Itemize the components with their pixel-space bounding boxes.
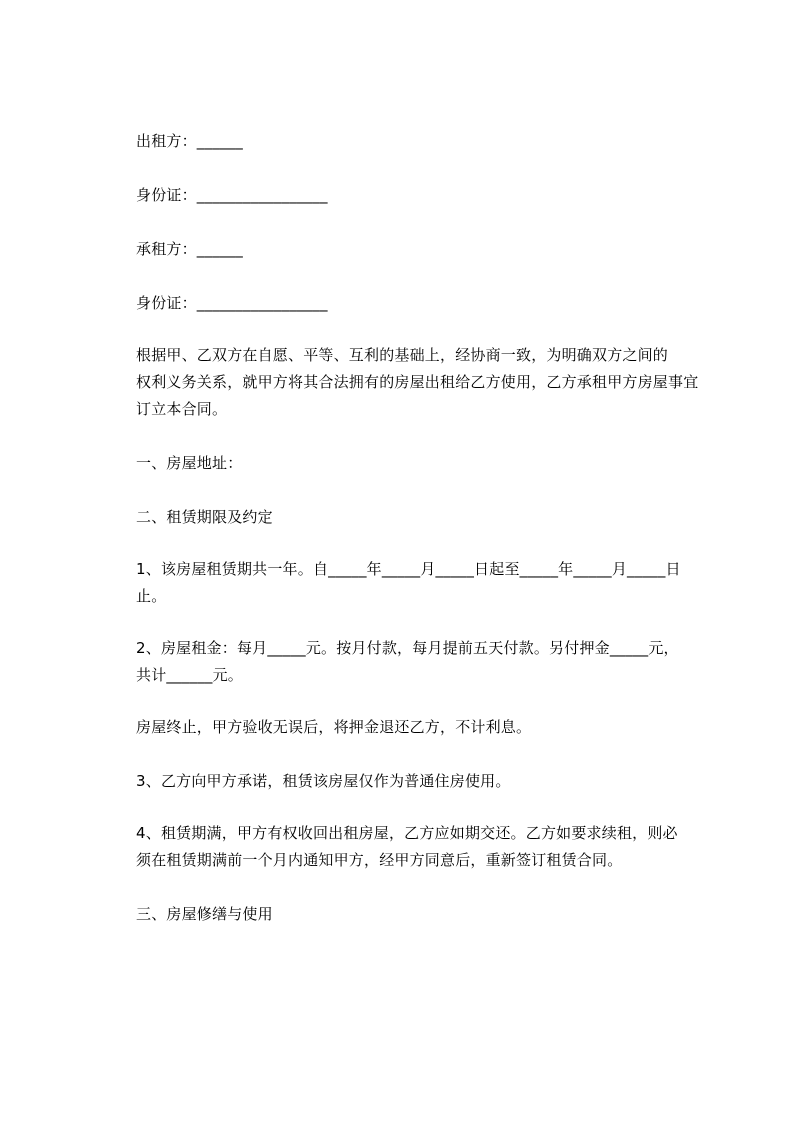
- clause-4-line-2: 须在租赁期满前一个月内通知甲方，经甲方同意后，重新签订租赁合同。: [136, 851, 623, 869]
- clause-2-line-2: 共计______元。: [136, 666, 244, 684]
- lessor-line: 出租方：______: [136, 132, 244, 150]
- lessee-id-line: 身份证：_________________: [136, 294, 328, 312]
- deposit-note: 房屋终止，甲方验收无误后，将押金退还乙方，不计利息。: [136, 718, 532, 736]
- section-1-title: 一、房屋地址：: [136, 454, 243, 472]
- clause-1-line-2: 止。: [136, 587, 167, 605]
- preamble-line-1: 根据甲、乙双方在自愿、平等、互利的基础上，经协商一致，为明确双方之间的: [136, 346, 669, 364]
- preamble-line-2: 权利义务关系，就甲方将其合法拥有的房屋出租给乙方使用，乙方承租甲方房屋事宜: [136, 373, 699, 391]
- clause-1-line-1: 1、该房屋租赁期共一年。自_____年_____月_____日起至_____年_____月_____日: [136, 560, 681, 578]
- section-2-title: 二、租赁期限及约定: [136, 508, 273, 526]
- clause-3: 3、乙方向甲方承诺，租赁该房屋仅作为普通住房使用。: [136, 772, 511, 790]
- section-3-title: 三、房屋修缮与使用: [136, 905, 273, 923]
- preamble-line-3: 订立本合同。: [136, 400, 228, 418]
- clause-4-line-1: 4、租赁期满，甲方有权收回出租房屋，乙方应如期交还。乙方如要求续租，则必: [136, 824, 678, 842]
- lessee-line: 承租方：______: [136, 240, 244, 258]
- lessor-id-line: 身份证：_________________: [136, 186, 328, 204]
- clause-2-line-1: 2、房屋租金：每月_____元。按月付款，每月提前五天付款。另付押金_____元，: [136, 639, 679, 657]
